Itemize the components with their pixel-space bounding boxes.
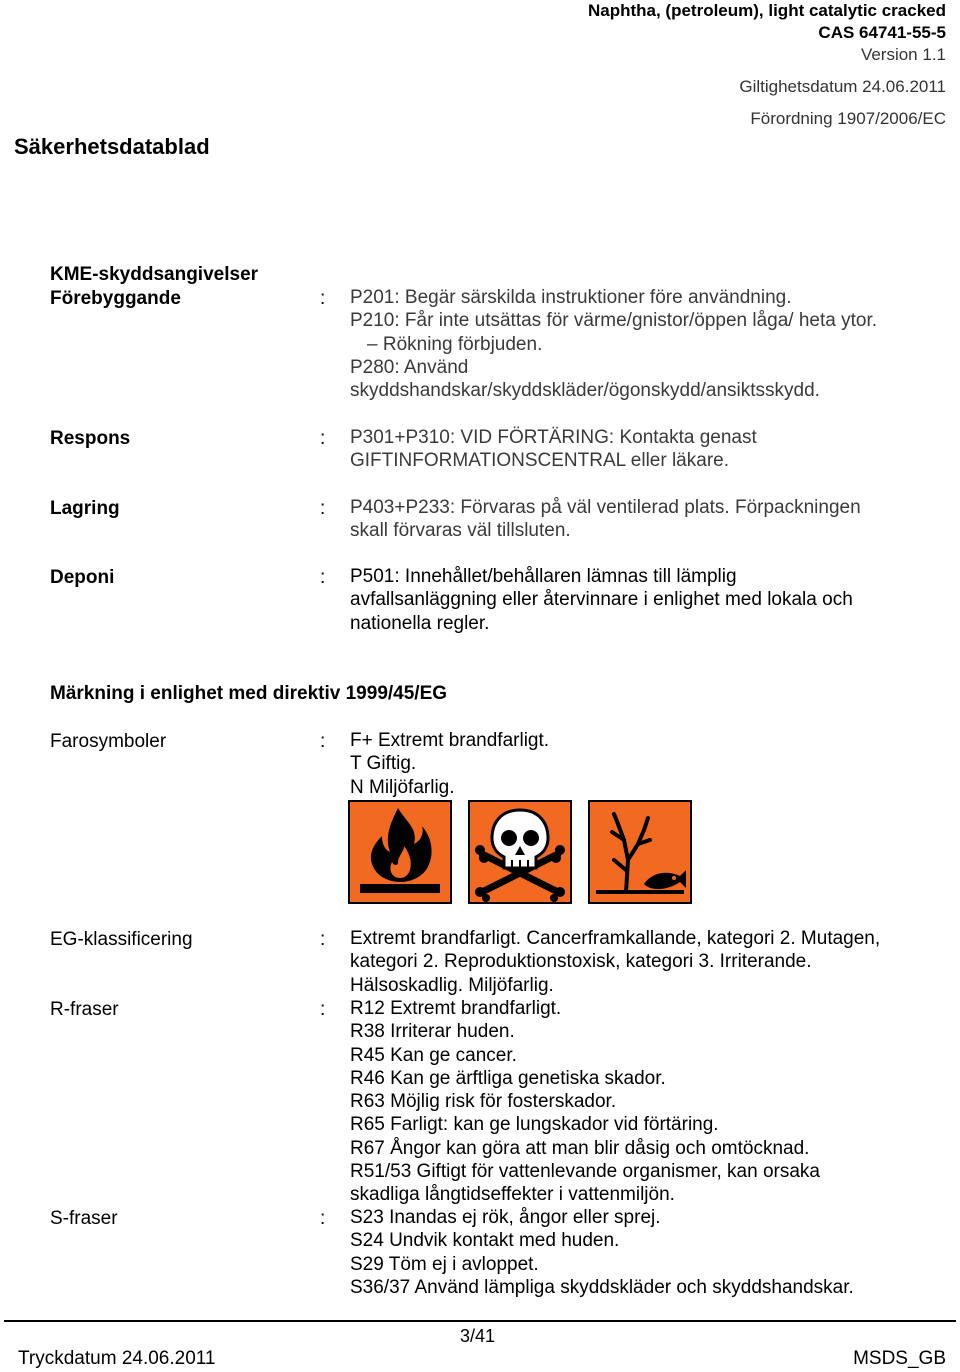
validity-date: Giltighetsdatum 24.06.2011 [739,77,946,96]
response-text [350,426,757,473]
s-phrase-line: S23 Inandas ej rök, ångor eller sprej. [350,1207,661,1228]
disposal-line: avfallsanläggning eller återvinnare i enlighet med lokala och [350,589,853,611]
environment-dead-tree-fish-icon [588,800,692,904]
product-name: Naphtha, (petroleum), light catalytic cracked [587,1,946,20]
storage-line: P403+P233: Förvaras på väl ventilerad plats. Förpackningen [350,497,861,518]
hazard-symbols-text [350,729,549,799]
version: Version 1.1 [860,45,946,64]
ec-classification-text [350,927,880,997]
response-label: Respons [50,428,131,449]
labelling-heading: Märkning i enlighet med direktiv 1999/45/EG [50,683,448,704]
r-phrases-label: R-fraser [50,999,119,1020]
prevention-line: P201: Begär särskilda instruktioner före användning. [350,287,792,308]
r-phrase-line: R45 Kan ge cancer. [350,1044,517,1066]
response-line: GIFTINFORMATIONSCENTRAL eller läkare. [350,450,729,472]
print-date: Tryckdatum 24.06.2011 [18,1348,216,1369]
r-phrase-line: R46 Kan ge ärftliga genetiska skador. [350,1067,666,1089]
skull-crossbones-icon [468,800,572,904]
response-colon: : [320,428,326,449]
ec-classification-line: Extremt brandfarligt. Cancerframkallande, kategori 2. Mutagen, [350,928,881,949]
ec-classification-line: kategori 2. Reproduktionstoxisk, kategori 3. Irriterande. [350,951,812,973]
r-phrase-line: R65 Farligt: kan ge lungskador vid förtäring. [350,1114,719,1136]
prevention-line: – Rökning förbjuden. [367,333,543,355]
prevention-label: Förebyggande [50,288,181,309]
hazard-symbol-line: T Giftig. [350,753,417,775]
s-phrases-text [350,1206,854,1299]
r-phrase-line: R12 Extremt brandfarligt. [350,998,562,1019]
prevention-colon: : [320,288,326,309]
disposal-line: nationella regler. [350,612,490,634]
r-phrases-text [350,997,820,1207]
cas-number: CAS 64741-55-5 [818,23,946,42]
r-phrase-line: R67 Ångor kan göra att man blir dåsig och omtöcknad. [350,1137,810,1159]
hazard-symbols-colon: : [320,731,326,752]
prevention-line: P210: Får inte utsättas för värme/gnistor/öppen låga/ heta ytor. [350,310,878,332]
ec-classification-label: EG-klassificering [50,929,193,950]
prevention-text [350,286,877,402]
r-phrase-line: skadliga långtidseffekter i vattenmiljön. [350,1184,675,1206]
prevention-line: skyddshandskar/skyddskläder/ögonskydd/ansiktsskydd. [350,380,820,402]
s-phrases-colon: : [320,1208,326,1229]
disposal-label: Deponi [50,567,115,588]
flame-icon [348,800,452,904]
response-line: P301+P310: VID FÖRTÄRING: Kontakta genast [350,427,757,448]
disposal-line: P501: Innehållet/behållaren lämnas till lämplig [350,566,737,587]
precautionary-heading: KME-skyddsangivelser [50,264,259,285]
footer-divider [4,1320,956,1322]
s-phrase-line: S36/37 Använd lämpliga skyddskläder och skyddshandskar. [350,1276,854,1298]
r-phrase-line: R63 Möjlig risk för fosterskador. [350,1091,617,1113]
r-phrase-line: R38 Irriterar huden. [350,1021,515,1043]
r-phrases-colon: : [320,999,326,1020]
disposal-colon: : [320,567,326,588]
hazard-symbols-label: Farosymboler [50,731,167,752]
s-phrases-label: S-fraser [50,1208,118,1229]
disposal-text [350,565,853,635]
regulation: Förordning 1907/2006/EC [750,109,946,128]
storage-colon: : [320,498,326,519]
storage-line: skall förvaras väl tillsluten. [350,520,571,542]
r-phrase-line: R51/53 Giftigt för vattenlevande organismer, kan orsaka [350,1161,820,1183]
hazard-symbol-line: N Miljöfarlig. [350,776,455,798]
s-phrase-line: S24 Undvik kontakt med huden. [350,1230,620,1252]
page-number: 3/41 [460,1326,496,1346]
storage-label: Lagring [50,498,120,519]
document-code: MSDS_GB [853,1348,946,1369]
ec-classification-line: Hälsoskadlig. Miljöfarlig. [350,974,554,996]
hazard-symbol-line: F+ Extremt brandfarligt. [350,730,550,751]
s-phrase-line: S29 Töm ej i avloppet. [350,1253,539,1275]
document-title: Säkerhetsdatablad [14,134,210,159]
ec-classification-colon: : [320,929,326,950]
storage-text [350,496,861,543]
prevention-line: P280: Använd [350,356,469,378]
